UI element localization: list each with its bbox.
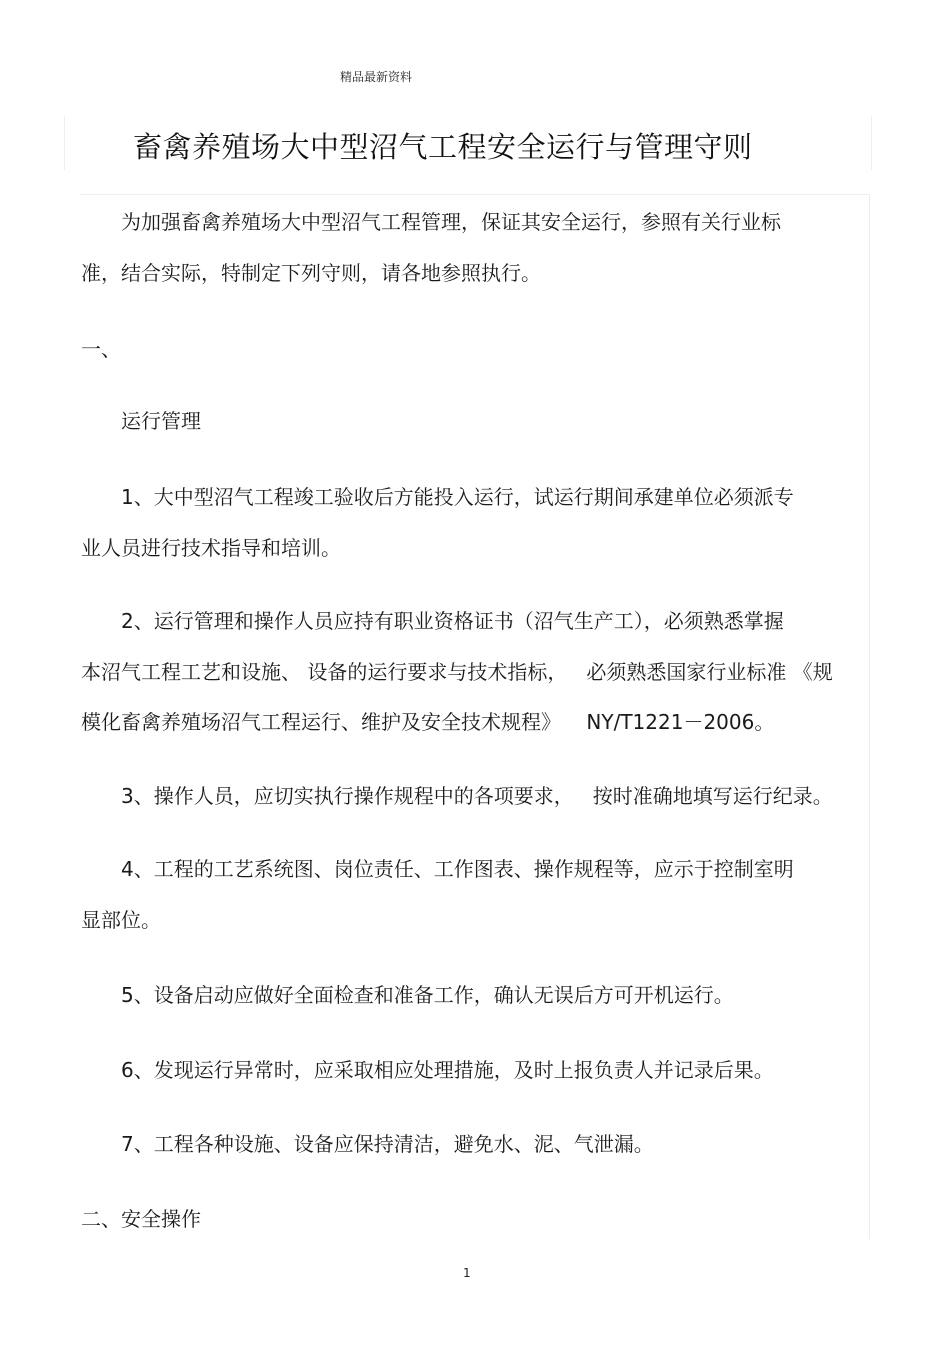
document-title: 畜禽养殖场大中型沼气工程安全运行与管理守则 <box>133 130 753 164</box>
item-line: 2、运行管理和操作人员应持有职业资格证书（沼气生产工），必须熟悉掌握 <box>121 609 784 633</box>
intro-line: 准，结合实际，特制定下列守则，请各地参照执行。 <box>81 261 541 285</box>
item-line: 业人员进行技术指导和培训。 <box>81 536 341 560</box>
item-line: 4、工程的工艺系统图、岗位责任、工作图表、操作规程等，应示于控制室明 <box>121 857 794 881</box>
item-line: 模化畜禽养殖场沼气工程运行、维护及安全技术规程》 NY/T1221－2006。 <box>81 710 775 734</box>
section-heading: 二、安全操作 <box>81 1207 201 1231</box>
item-line: 本沼气工程工艺和设施、 设备的运行要求与技术指标， 必须熟悉国家行业标准 《规 <box>81 660 833 684</box>
item-line: 3、操作人员，应切实执行操作规程中的各项要求， 按时准确地填写运行纪录。 <box>121 784 833 808</box>
item-line: 5、设备启动应做好全面检查和准备工作，确认无误后方可开机运行。 <box>121 983 734 1007</box>
page-number: 1 <box>463 1266 471 1280</box>
section-number: 一、 <box>81 337 121 361</box>
item-line: 7、工程各种设施、设备应保持清洁，避免水、泥、气泄漏。 <box>121 1132 654 1156</box>
item-line: 1、大中型沼气工程竣工验收后方能投入运行，试运行期间承建单位必须派专 <box>121 485 794 509</box>
item-line: 显部位。 <box>81 908 161 932</box>
intro-line: 为加强畜禽养殖场大中型沼气工程管理，保证其安全运行，参照有关行业标 <box>121 210 781 234</box>
item-line: 6、发现运行异常时，应采取相应处理措施，及时上报负责人并记录后果。 <box>121 1058 774 1082</box>
section-heading: 运行管理 <box>121 409 201 433</box>
header-note: 精品最新资料 <box>340 70 413 84</box>
